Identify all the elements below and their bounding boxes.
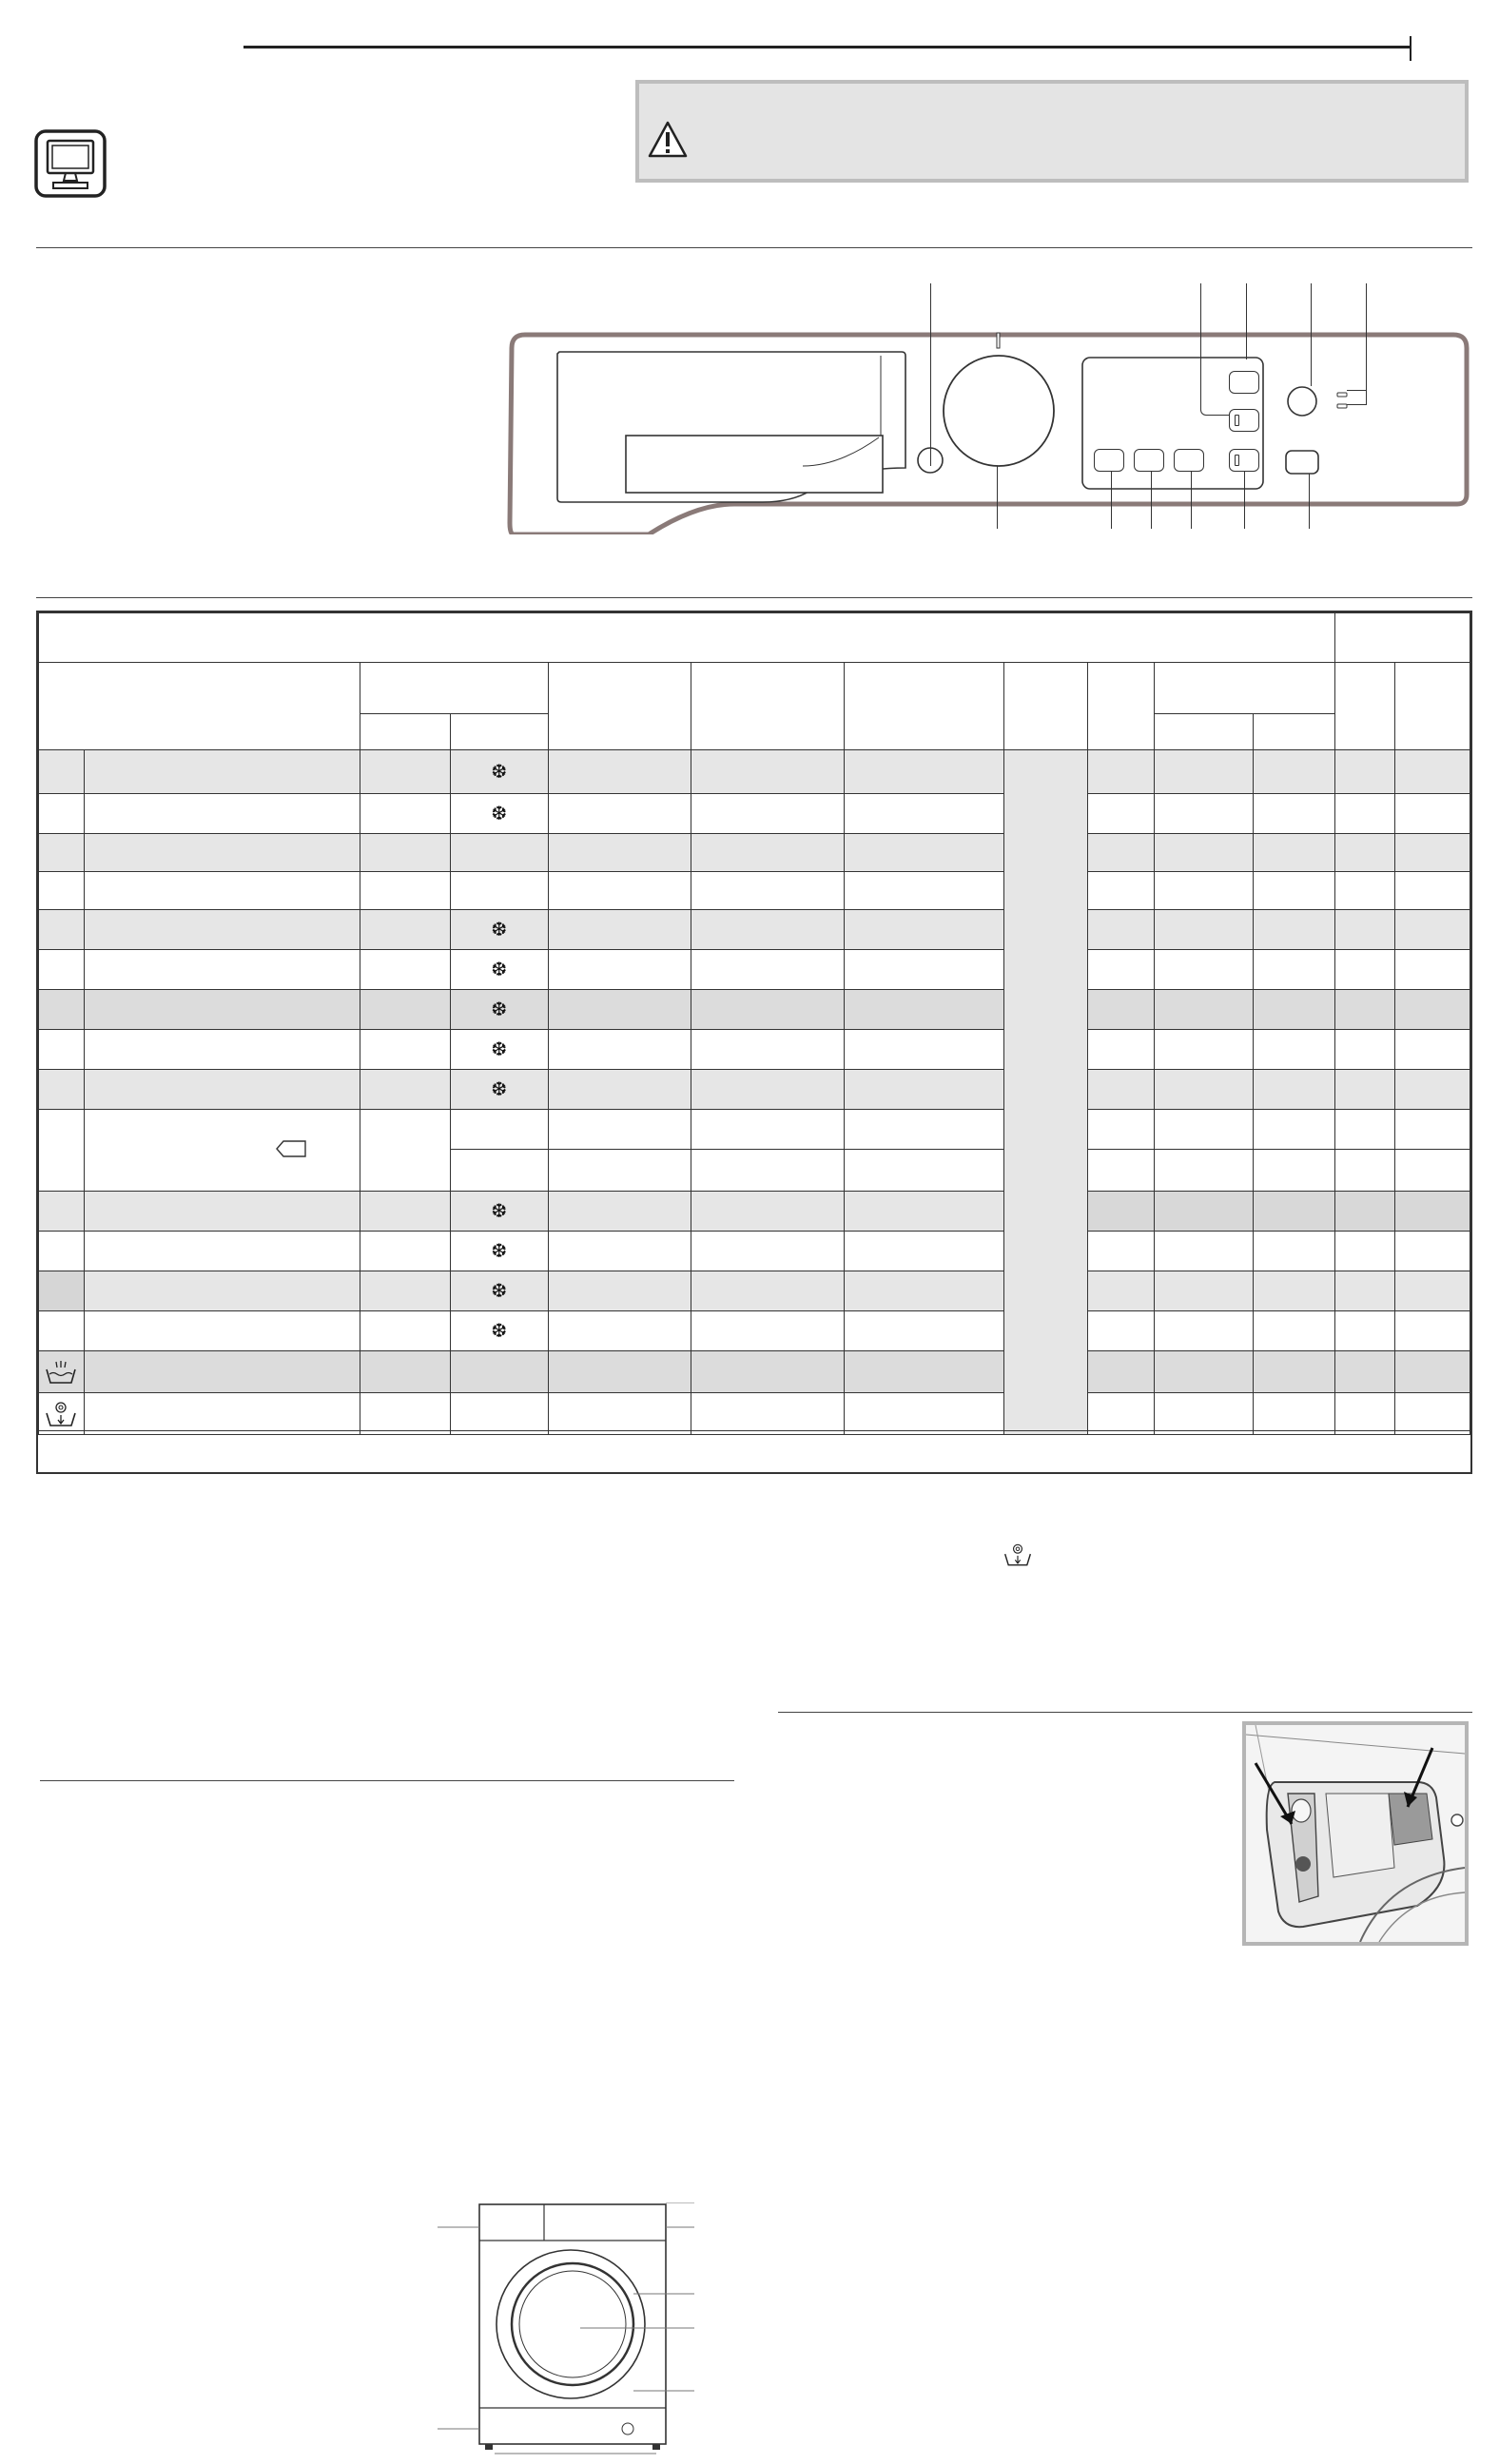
- section-divider: [36, 597, 1472, 598]
- snowflake-icon: ❆: [491, 1200, 508, 1222]
- table-header: [548, 663, 691, 750]
- control-panel-outline: [506, 323, 1472, 534]
- rinse-icon: [44, 1358, 78, 1387]
- table-header: [1155, 714, 1254, 750]
- snowflake-icon: ❆: [491, 919, 508, 941]
- table-header: [691, 663, 845, 750]
- snowflake-icon: ❆: [491, 761, 508, 783]
- table-header: [360, 663, 548, 714]
- table-cell-merged: [1004, 750, 1088, 1435]
- washing-machine-diagram: [438, 2202, 704, 2459]
- table-row: [39, 1030, 1470, 1070]
- table-header: [1394, 663, 1470, 750]
- section-divider: [40, 1780, 734, 1781]
- panel-button-bottom-2: [1134, 449, 1164, 472]
- table-row: [39, 990, 1470, 1030]
- leader-line: [1151, 472, 1152, 529]
- panel-button-bottom-1: [1094, 449, 1124, 472]
- table-header: [1335, 663, 1395, 750]
- table-header: [1155, 663, 1335, 714]
- leader-line: [1191, 472, 1192, 529]
- table-header: [1254, 714, 1335, 750]
- panel-button-top-1: [1229, 371, 1259, 394]
- spin-drain-icon: [44, 1400, 78, 1428]
- panel-button-top-2: [1229, 409, 1259, 432]
- panel-button-right-3: [1229, 449, 1259, 472]
- table-row: [39, 950, 1470, 990]
- table-row: [39, 1070, 1470, 1110]
- header-rule: [243, 46, 1410, 49]
- leader-line: [1366, 283, 1367, 401]
- detergent-drawer-photo: [1242, 1721, 1469, 1946]
- table-header: [1004, 663, 1088, 750]
- leader-line: [930, 283, 931, 466]
- snowflake-icon: ❆: [491, 959, 508, 980]
- table-row: [39, 910, 1470, 950]
- warning-box: [635, 80, 1469, 183]
- warning-triangle-icon: [647, 120, 689, 160]
- table-row: [39, 1110, 1470, 1150]
- table-header: [845, 663, 1004, 750]
- leader-elbow: [1347, 390, 1367, 405]
- snowflake-icon: ❆: [491, 803, 508, 825]
- table-row: [39, 794, 1470, 834]
- table-row: [39, 1393, 1470, 1435]
- table-header: [39, 663, 360, 750]
- section-divider: [36, 247, 1472, 248]
- leader-line: [1246, 283, 1247, 359]
- table-header: [39, 613, 1335, 663]
- header-rule-end-tick: [1410, 36, 1411, 61]
- table-row: [39, 1192, 1470, 1232]
- label-tag-icon: [276, 1140, 304, 1155]
- leader-line: [1311, 283, 1312, 386]
- snowflake-icon: ❆: [491, 1320, 508, 1342]
- snowflake-icon: ❆: [491, 1078, 508, 1100]
- table-row: [39, 1351, 1470, 1393]
- programme-grid: [38, 612, 1470, 1435]
- table-row: [39, 872, 1470, 910]
- table-header: [360, 714, 450, 750]
- control-panel-diagram: [506, 323, 1472, 534]
- leader-line: [1200, 283, 1201, 403]
- spin-drain-icon: [1003, 1541, 1033, 1569]
- section-divider: [778, 1712, 1472, 1713]
- leader-line: [997, 466, 998, 529]
- leader-line: [1309, 474, 1310, 529]
- snowflake-icon: ❆: [491, 1240, 508, 1262]
- table-header: [1335, 613, 1470, 663]
- table-row: [39, 1232, 1470, 1271]
- snowflake-icon: ❆: [491, 1038, 508, 1060]
- table-row: [39, 1311, 1470, 1351]
- snowflake-icon: ❆: [491, 1280, 508, 1302]
- leader-line: [1244, 472, 1245, 529]
- leader-elbow: [1200, 403, 1230, 416]
- table-header: [450, 714, 548, 750]
- table-row: [39, 750, 1470, 794]
- table-header: [1088, 663, 1155, 750]
- monitor-icon: [34, 129, 107, 198]
- table-row: [39, 834, 1470, 872]
- table-row: [39, 1271, 1470, 1311]
- leader-line: [1111, 472, 1112, 529]
- programme-table: [36, 611, 1472, 1474]
- table-footer: [38, 1430, 1470, 1472]
- snowflake-icon: ❆: [491, 999, 508, 1020]
- panel-button-bottom-3: [1174, 449, 1204, 472]
